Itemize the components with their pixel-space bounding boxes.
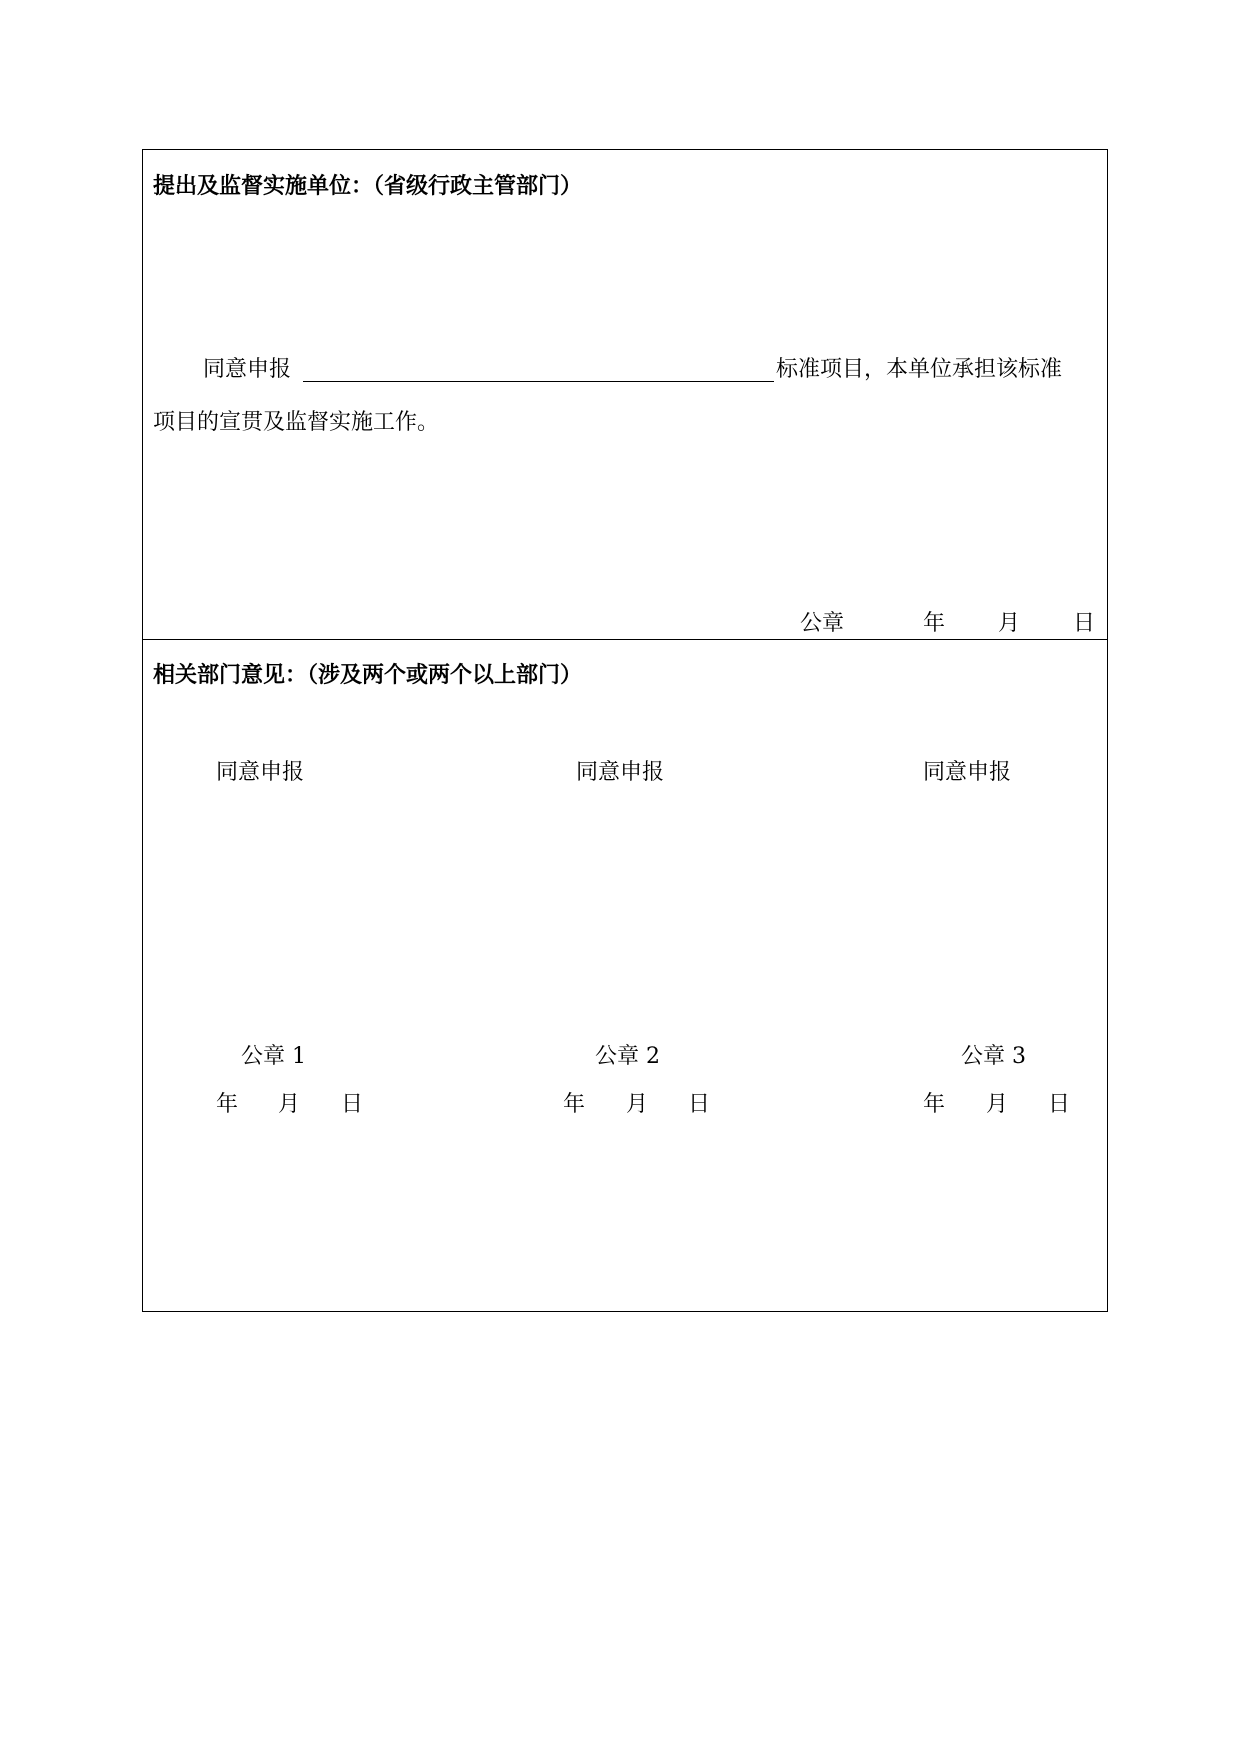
dept2-day: 日 <box>688 1092 711 1117</box>
section1-agree-suffix: 标准项目，本单位承担该标准 <box>776 357 1063 382</box>
section1-month: 月 <box>998 611 1021 636</box>
dept3-day: 日 <box>1048 1092 1071 1117</box>
dept2-year: 年 <box>563 1092 586 1117</box>
dept3-seal: 公章 3 <box>961 1044 1026 1069</box>
project-name-blank <box>303 381 774 382</box>
application-form-table <box>142 149 1108 1312</box>
section1-agree-prefix: 同意申报 <box>203 357 292 382</box>
section2-heading: 相关部门意见：（涉及两个或两个以上部门） <box>153 662 583 688</box>
dept1-seal: 公章 1 <box>241 1044 306 1069</box>
dept1-month: 月 <box>278 1092 301 1117</box>
dept2-seal: 公章 2 <box>595 1044 660 1069</box>
dept1-year: 年 <box>216 1092 239 1117</box>
section1-second-line: 项目的宣贯及监督实施工作。 <box>153 410 440 435</box>
section1-year: 年 <box>923 611 946 636</box>
section1-seal: 公章 <box>800 611 845 636</box>
dept2-agree: 同意申报 <box>576 760 665 785</box>
dept1-day: 日 <box>341 1092 364 1117</box>
section1-heading: 提出及监督实施单位：（省级行政主管部门） <box>153 173 583 199</box>
dept2-month: 月 <box>626 1092 649 1117</box>
dept3-month: 月 <box>986 1092 1009 1117</box>
dept1-agree: 同意申报 <box>216 760 305 785</box>
section-divider <box>143 639 1107 640</box>
dept3-agree: 同意申报 <box>923 760 1012 785</box>
section1-day: 日 <box>1073 611 1096 636</box>
dept3-year: 年 <box>923 1092 946 1117</box>
